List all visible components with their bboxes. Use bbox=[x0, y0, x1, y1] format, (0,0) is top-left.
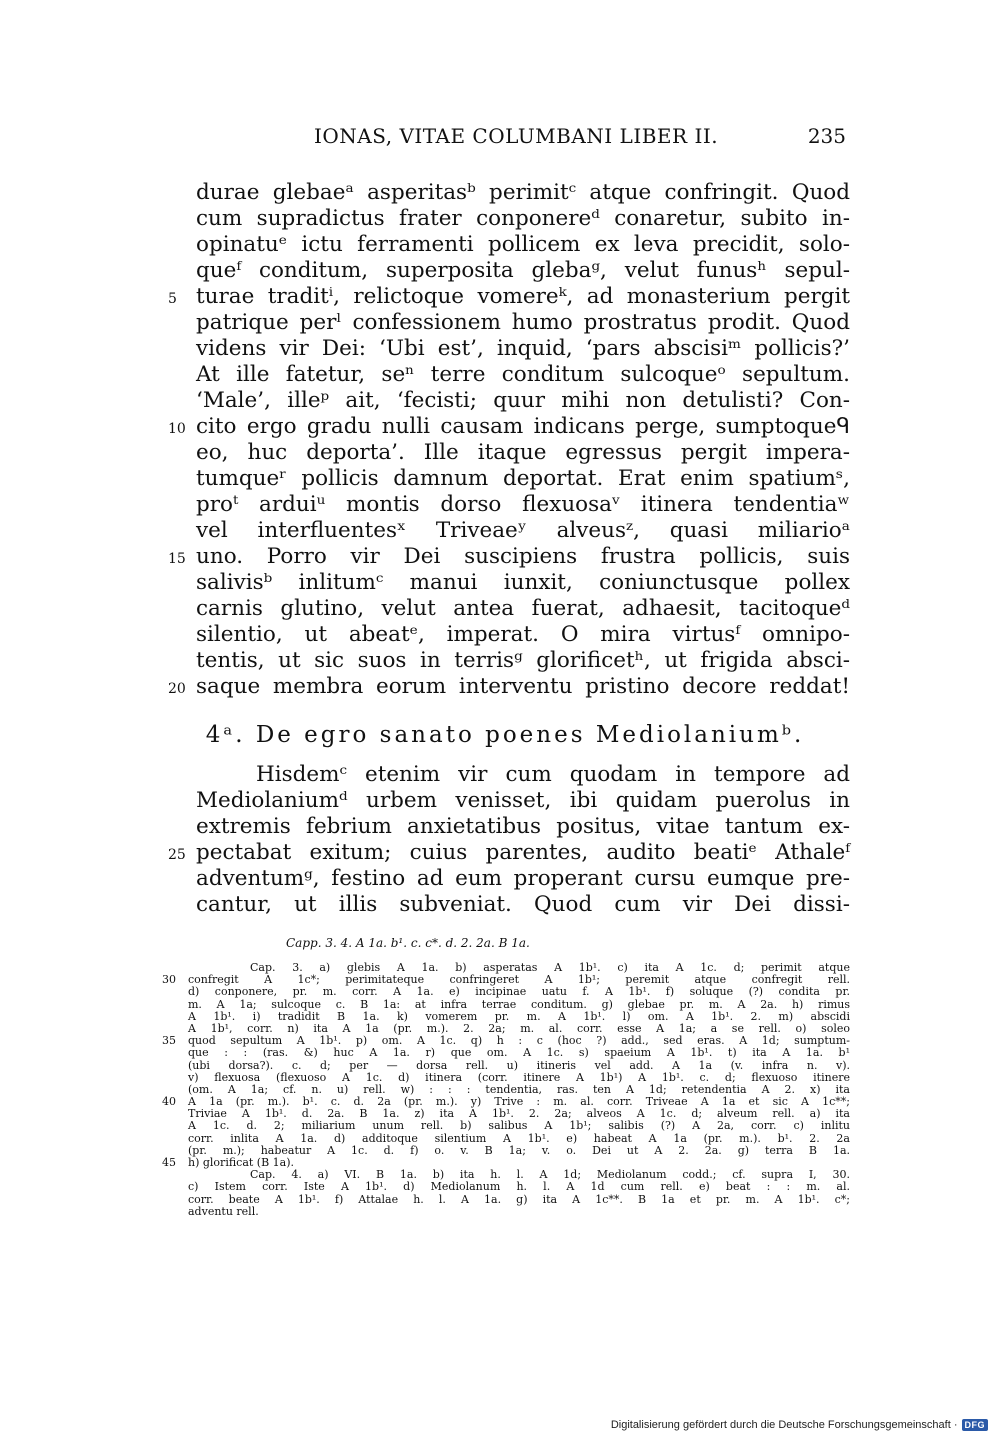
line-text: turae traditⁱ, relictoque vomereᵏ, ad monasterium pergit bbox=[196, 284, 850, 309]
text-line bbox=[160, 362, 850, 388]
text-line bbox=[160, 1194, 850, 1206]
line-text: corr. inlita A 1a. d) additoque silentium A 1b¹. e) habeat A 1a (pr. m.). b¹. 2. 2a bbox=[188, 1131, 850, 1145]
line-text: corr. beate A 1b¹. f) Attalae h. l. A 1a. g) ita A 1c**. B 1a et pr. m. A 1b¹. c*; bbox=[188, 1192, 850, 1206]
text-line bbox=[160, 206, 850, 232]
text-line bbox=[160, 1120, 850, 1132]
line-number: 30 bbox=[162, 973, 176, 987]
line-text: queᶠ conditum, superposita glebaᵍ, velut funusʰ sepul- bbox=[196, 258, 850, 283]
line-text: opinatuᵉ ictu ferramenti pollicem ex leva precidit, solo- bbox=[196, 232, 850, 257]
line-text: (om. A 1a; cf. n. u) rell. w) : : : tendentia, ras. ten A 1d; retendentia A 2. x) ita bbox=[188, 1082, 850, 1096]
line-number: 20 bbox=[168, 681, 186, 697]
line-text: At ille fatetur, seⁿ terre conditum sulcoqueᵒ sepultum. bbox=[196, 362, 850, 387]
line-number: 25 bbox=[168, 847, 186, 863]
section-text bbox=[160, 762, 850, 918]
text-line bbox=[160, 1047, 850, 1059]
footer-text: Digitalisierung gefördert durch die Deutsche Forschungsgemeinschaft · bbox=[610, 1419, 958, 1431]
text-line bbox=[160, 622, 850, 648]
text-line bbox=[160, 866, 850, 892]
line-text: A 1c. d. 2; miliarium unum rell. b) salibus A 1b¹; salibis (?) A 2a, corr. c) inlitu bbox=[188, 1119, 850, 1133]
text-line bbox=[160, 258, 850, 284]
text-line bbox=[160, 414, 850, 440]
line-text: quod sepultum A 1b¹. p) om. A 1c. q) h : c (hoc ?) add., sed eras. A 1d; sumptum- bbox=[188, 1034, 850, 1048]
line-text: extremis febrium anxietatibus positus, vitae tantum ex- bbox=[196, 814, 850, 839]
line-text: Cap. 4. a) VI. B 1a. b) ita h. l. A 1d; Mediolanum codd.; cf. supra I, 30. bbox=[250, 1168, 850, 1182]
line-text: h) glorificat (B 1a). bbox=[188, 1156, 295, 1169]
line-text: v) flexuosa (flexuoso A 1c. d) itinera (corr. itinere A 1b¹) A 1b¹. c. d; flexuoso itinere bbox=[188, 1070, 850, 1084]
line-text: eo, huc deporta’. Ille itaque egressus pergit impera- bbox=[196, 440, 850, 465]
line-text: Hisdemᶜ etenim vir cum quodam in tempore ad bbox=[256, 762, 850, 787]
line-text: cito ergo gradu nulli causam indicans perge, sumptoqueᑫ bbox=[196, 414, 850, 439]
line-text: carnis glutino, velut antea fuerat, adhaesit, tacitoqueᵈ bbox=[196, 596, 850, 621]
line-text: c) Istem corr. Iste A 1b¹. d) Mediolanum h. l. A 1d cum rell. e) beat : : m. al. bbox=[188, 1180, 850, 1194]
line-text: A 1b¹. i) tradidit B 1a. k) vomerem pr. m. A 1b¹. l) om. A 1b¹. 2. m) abscidi bbox=[188, 1009, 850, 1023]
text-line bbox=[160, 180, 850, 206]
line-text: confregit A 1c*; perimitateque confringeret A 1b¹; peremit atque confregit rell. bbox=[188, 973, 850, 987]
line-text: pectabat exitum; cuius parentes, audito beatiᵉ Athaleᶠ bbox=[196, 840, 850, 865]
line-text: patrique perˡ confessionem humo prostratus prodit. Quod bbox=[196, 310, 850, 335]
text-line bbox=[160, 788, 850, 814]
line-text: A 1a (pr. m.). b¹. c. d. 2a (pr. m.). y) Trive : m. al. corr. Triveae A 1a et sic A 1c**; bbox=[188, 1095, 850, 1109]
line-text: videns vir Dei: ‘Ubi est’, inquid, ‘pars abscisiᵐ pollicis?’ bbox=[196, 336, 850, 361]
line-text: Mediolaniumᵈ urbem venisset, ibi quidam puerolus in bbox=[196, 788, 850, 813]
line-text: Triviae A 1b¹. d. 2a. B 1a. z) ita A 1b¹. 2. 2a; alveos A 1c. d; alveum rell. a) ita bbox=[188, 1107, 850, 1121]
text-line bbox=[160, 284, 850, 310]
section-heading: 4ᵃ. De egro sanato poenes Mediolaniumᵇ. bbox=[205, 722, 805, 748]
text-line bbox=[160, 466, 850, 492]
line-text: silentio, ut abeatᵉ, imperat. O mira virtusᶠ omnipo- bbox=[196, 622, 850, 647]
footer bbox=[611, 1419, 988, 1431]
line-text: cantur, ut illis subveniat. Quod cum vir Dei dissi- bbox=[196, 892, 850, 917]
line-number: 40 bbox=[162, 1095, 176, 1109]
line-text: vel interfluentesˣ Triveaeʸ alveusᶻ, quasi miliarioᵃ bbox=[196, 518, 850, 543]
text-line bbox=[160, 596, 850, 622]
line-text: que : : (ras. &) huc A 1a. r) que om. A 1c. s) spaeium A 1b¹. t) ita A 1a. b¹ bbox=[188, 1046, 850, 1060]
line-text: (pr. m.); habeatur A 1c. d. f) o. v. B 1a; v. o. Dei ut A 2. 2a. g) terra B 1a. bbox=[188, 1143, 850, 1157]
text-line bbox=[160, 232, 850, 258]
line-text: uno. Porro vir Dei suscipiens frustra pollicis, suis bbox=[196, 544, 850, 569]
capp-line: Capp. 3. 4. A 1a. b¹. c. c*. d. 2. 2a. B 1a. bbox=[286, 936, 530, 950]
line-text: A 1b¹, corr. n) ita A 1a (pr. m.). 2. 2a; m. al. corr. esse A 1a; a se rell. o) soleo bbox=[188, 1021, 850, 1035]
critical-apparatus bbox=[160, 962, 850, 1218]
line-text: adventumᵍ, festino ad eum properant cursu eumque pre- bbox=[196, 866, 850, 891]
text-line bbox=[160, 492, 850, 518]
dfg-logo: DFG bbox=[962, 1419, 989, 1431]
text-line bbox=[160, 648, 850, 674]
line-text: tumqueʳ pollicis damnum deportat. Erat enim spatiumˢ, bbox=[196, 466, 850, 491]
page-number: 235 bbox=[807, 124, 846, 148]
text-line bbox=[160, 388, 850, 414]
text-line bbox=[160, 840, 850, 866]
line-text: durae glebaeᵃ asperitasᵇ perimitᶜ atque confringit. Quod bbox=[196, 180, 850, 205]
text-line bbox=[160, 986, 850, 998]
line-text: (ubi dorsa?). c. d; per — dorsa rell. u) itineris vel add. A 1a (v. infra n. v). bbox=[188, 1058, 850, 1072]
text-line bbox=[160, 570, 850, 596]
running-header bbox=[310, 124, 850, 158]
text-line bbox=[160, 310, 850, 336]
text-line bbox=[160, 544, 850, 570]
line-text: m. A 1a; sulcoque c. B 1a: at infra terrae conditum. g) glebae pr. m. A 2a. h) rimus bbox=[188, 997, 850, 1011]
line-text: proᵗ arduiᵘ montis dorso flexuosaᵛ itinera tendentiaʷ bbox=[196, 492, 850, 517]
line-text: tentis, ut sic suos in terrisᵍ glorificetʰ, ut frigida absci- bbox=[196, 648, 850, 673]
line-text: saque membra eorum interventu pristino decore reddat! bbox=[196, 674, 850, 699]
text-line bbox=[160, 518, 850, 544]
text-line bbox=[160, 999, 850, 1011]
running-title: IONAS, VITAE COLUMBANI LIBER II. bbox=[314, 124, 719, 148]
text-line bbox=[160, 814, 850, 840]
text-line bbox=[160, 762, 850, 788]
text-line bbox=[160, 1060, 850, 1072]
text-line bbox=[160, 1133, 850, 1145]
text-line bbox=[160, 1181, 850, 1193]
line-number: 35 bbox=[162, 1034, 176, 1048]
line-number: 5 bbox=[168, 291, 177, 307]
line-number: 15 bbox=[168, 551, 186, 567]
line-text: cum supradictus frater conponereᵈ conaretur, subito in- bbox=[196, 206, 850, 231]
text-line bbox=[160, 336, 850, 362]
text-line bbox=[160, 674, 850, 700]
line-text: adventu rell. bbox=[188, 1204, 259, 1218]
line-text: ‘Male’, illeᵖ ait, ‘fecisti; quur mihi non detulisti? Con- bbox=[196, 388, 850, 413]
line-text: salivisᵇ inlitumᶜ manui iunxit, coniunctusque pollex bbox=[196, 570, 850, 595]
line-text: Cap. 3. a) glebis A 1a. b) asperatas A 1b¹. c) ita A 1c. d; perimit atque bbox=[250, 961, 850, 974]
main-text bbox=[160, 180, 850, 700]
text-line bbox=[160, 892, 850, 918]
line-number: 10 bbox=[168, 421, 186, 437]
text-line bbox=[160, 1206, 850, 1218]
line-text: d) conponere, pr. m. corr. A 1a. e) incipinae uatu f. A 1b¹. f) soluque (?) condita pr. bbox=[188, 985, 850, 999]
line-number: 45 bbox=[162, 1156, 176, 1169]
text-line bbox=[160, 440, 850, 466]
